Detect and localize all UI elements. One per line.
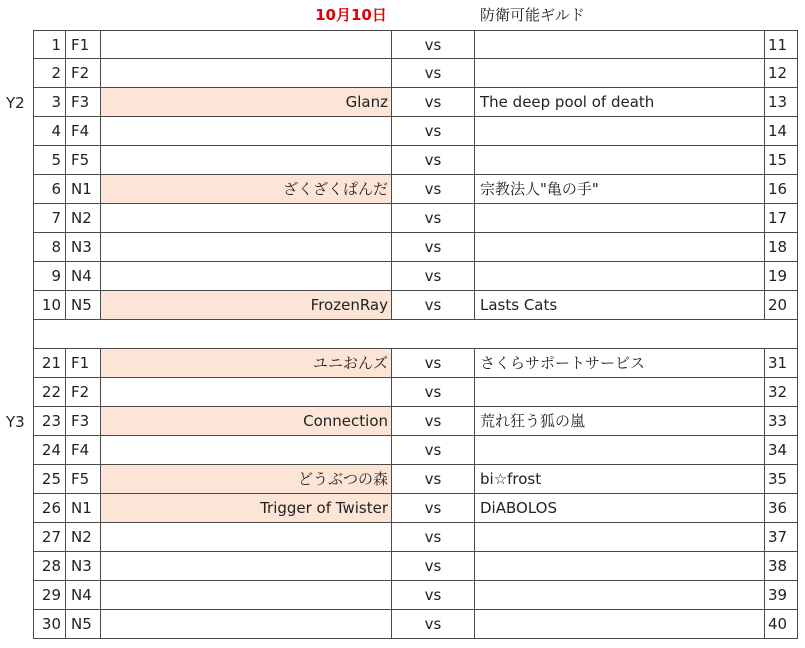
cell-vs[interactable]: vs	[392, 552, 475, 581]
cell-no[interactable]: 4	[33, 117, 66, 146]
cell-vs[interactable]: vs	[392, 523, 475, 552]
cell-no[interactable]: 29	[33, 581, 66, 610]
y3-label: Y3	[6, 413, 25, 431]
cell-home[interactable]	[101, 581, 392, 610]
cell-away[interactable]: 宗教法人"亀の手"	[475, 175, 765, 204]
cell-vs[interactable]: vs	[392, 233, 475, 262]
cell-opp-no[interactable]: 17	[765, 204, 798, 233]
cell-no[interactable]: 3	[33, 88, 66, 117]
cell-no[interactable]: 27	[33, 523, 66, 552]
cell-no[interactable]: 2	[33, 59, 66, 88]
cell-no[interactable]: 25	[33, 465, 66, 494]
cell-vs[interactable]: vs	[392, 204, 475, 233]
cell-home[interactable]	[101, 262, 392, 291]
cell-opp-no[interactable]: 31	[765, 349, 798, 378]
cell-opp-no[interactable]: 36	[765, 494, 798, 523]
cell-opp-no[interactable]: 37	[765, 523, 798, 552]
cell-home[interactable]	[101, 30, 392, 59]
cell-home[interactable]: ざくざくぱんだ	[101, 175, 392, 204]
cell-no[interactable]: 26	[33, 494, 66, 523]
sheet-title: 防衛可能ギルド	[480, 6, 585, 24]
cell-no[interactable]: 6	[33, 175, 66, 204]
cell-away[interactable]: Lasts Cats	[475, 291, 765, 320]
cell-slot[interactable]: F1	[66, 349, 101, 378]
cell-home[interactable]	[101, 436, 392, 465]
cell-no[interactable]: 10	[33, 291, 66, 320]
cell-vs[interactable]: vs	[392, 59, 475, 88]
cell-away[interactable]	[475, 146, 765, 175]
cell-slot[interactable]: N5	[66, 610, 101, 639]
cell-opp-no[interactable]: 13	[765, 88, 798, 117]
cell-away[interactable]	[475, 523, 765, 552]
cell-slot[interactable]: N3	[66, 552, 101, 581]
cell-slot[interactable]: F4	[66, 436, 101, 465]
cell-away[interactable]: bi☆frost	[475, 465, 765, 494]
cell-away[interactable]: The deep pool of death	[475, 88, 765, 117]
cell-slot[interactable]: F4	[66, 117, 101, 146]
cell-no[interactable]: 22	[33, 378, 66, 407]
cell-home[interactable]	[101, 378, 392, 407]
cell-home[interactable]	[101, 117, 392, 146]
cell-no[interactable]: 24	[33, 436, 66, 465]
cell-away[interactable]: 荒れ狂う狐の嵐	[475, 407, 765, 436]
cell-opp-no[interactable]: 16	[765, 175, 798, 204]
cell-away[interactable]	[475, 30, 765, 59]
cell-opp-no[interactable]: 11	[765, 30, 798, 59]
cell-opp-no[interactable]: 12	[765, 59, 798, 88]
cell-vs[interactable]: vs	[392, 465, 475, 494]
cell-vs[interactable]: vs	[392, 378, 475, 407]
separator-row	[33, 320, 798, 349]
cell-away[interactable]	[475, 233, 765, 262]
cell-opp-no[interactable]: 34	[765, 436, 798, 465]
cell-home[interactable]: どうぶつの森	[101, 465, 392, 494]
cell-opp-no[interactable]: 32	[765, 378, 798, 407]
cell-slot[interactable]: F2	[66, 378, 101, 407]
cell-slot[interactable]: N2	[66, 523, 101, 552]
cell-home[interactable]: Glanz	[101, 88, 392, 117]
cell-away[interactable]	[475, 204, 765, 233]
cell-no[interactable]: 8	[33, 233, 66, 262]
y2-label: Y2	[6, 94, 25, 112]
cell-opp-no[interactable]: 35	[765, 465, 798, 494]
cell-vs[interactable]: vs	[392, 146, 475, 175]
cell-vs[interactable]: vs	[392, 30, 475, 59]
cell-slot[interactable]: N3	[66, 233, 101, 262]
cell-opp-no[interactable]: 19	[765, 262, 798, 291]
cell-no[interactable]: 5	[33, 146, 66, 175]
cell-slot[interactable]: F5	[66, 146, 101, 175]
cell-opp-no[interactable]: 38	[765, 552, 798, 581]
cell-no[interactable]: 30	[33, 610, 66, 639]
cell-home[interactable]	[101, 233, 392, 262]
cell-opp-no[interactable]: 39	[765, 581, 798, 610]
cell-home[interactable]: ユニおんズ	[101, 349, 392, 378]
cell-slot[interactable]: N4	[66, 581, 101, 610]
cell-no[interactable]: 28	[33, 552, 66, 581]
cell-vs[interactable]: vs	[392, 494, 475, 523]
cell-slot[interactable]: N1	[66, 494, 101, 523]
cell-away[interactable]	[475, 117, 765, 146]
cell-home[interactable]: Trigger of Twister	[101, 494, 392, 523]
cell-no[interactable]: 7	[33, 204, 66, 233]
cell-home[interactable]	[101, 610, 392, 639]
cell-away[interactable]	[475, 262, 765, 291]
cell-opp-no[interactable]: 33	[765, 407, 798, 436]
cell-vs[interactable]: vs	[392, 88, 475, 117]
cell-vs[interactable]: vs	[392, 610, 475, 639]
cell-slot[interactable]: N1	[66, 175, 101, 204]
cell-opp-no[interactable]: 20	[765, 291, 798, 320]
cell-slot[interactable]: F1	[66, 30, 101, 59]
cell-slot[interactable]: N5	[66, 291, 101, 320]
cell-vs[interactable]: vs	[392, 407, 475, 436]
cell-home[interactable]: Connection	[101, 407, 392, 436]
cell-home[interactable]	[101, 146, 392, 175]
cell-home[interactable]	[101, 523, 392, 552]
cell-slot[interactable]: N2	[66, 204, 101, 233]
cell-vs[interactable]: vs	[392, 349, 475, 378]
cell-away[interactable]: DiABOLOS	[475, 494, 765, 523]
cell-vs[interactable]: vs	[392, 436, 475, 465]
cell-away[interactable]	[475, 59, 765, 88]
cell-away[interactable]: さくらサポートサービス	[475, 349, 765, 378]
cell-vs[interactable]: vs	[392, 175, 475, 204]
cell-opp-no[interactable]: 15	[765, 146, 798, 175]
cell-away[interactable]	[475, 581, 765, 610]
cell-away[interactable]	[475, 378, 765, 407]
cell-no[interactable]: 9	[33, 262, 66, 291]
cell-slot[interactable]: F5	[66, 465, 101, 494]
cell-home[interactable]: FrozenRay	[101, 291, 392, 320]
cell-home[interactable]	[101, 204, 392, 233]
cell-away[interactable]	[475, 436, 765, 465]
cell-vs[interactable]: vs	[392, 291, 475, 320]
cell-opp-no[interactable]: 14	[765, 117, 798, 146]
cell-slot[interactable]: N4	[66, 262, 101, 291]
cell-vs[interactable]: vs	[392, 262, 475, 291]
cell-vs[interactable]: vs	[392, 117, 475, 146]
cell-slot[interactable]: F2	[66, 59, 101, 88]
cell-no[interactable]: 23	[33, 407, 66, 436]
cell-vs[interactable]: vs	[392, 581, 475, 610]
cell-slot[interactable]: F3	[66, 88, 101, 117]
cell-no[interactable]: 21	[33, 349, 66, 378]
cell-away[interactable]	[475, 610, 765, 639]
date-header: 10月10日	[315, 6, 387, 24]
cell-home[interactable]	[101, 59, 392, 88]
cell-slot[interactable]: F3	[66, 407, 101, 436]
cell-no[interactable]: 1	[33, 30, 66, 59]
cell-opp-no[interactable]: 18	[765, 233, 798, 262]
cell-away[interactable]	[475, 552, 765, 581]
cell-home[interactable]	[101, 552, 392, 581]
cell-opp-no[interactable]: 40	[765, 610, 798, 639]
